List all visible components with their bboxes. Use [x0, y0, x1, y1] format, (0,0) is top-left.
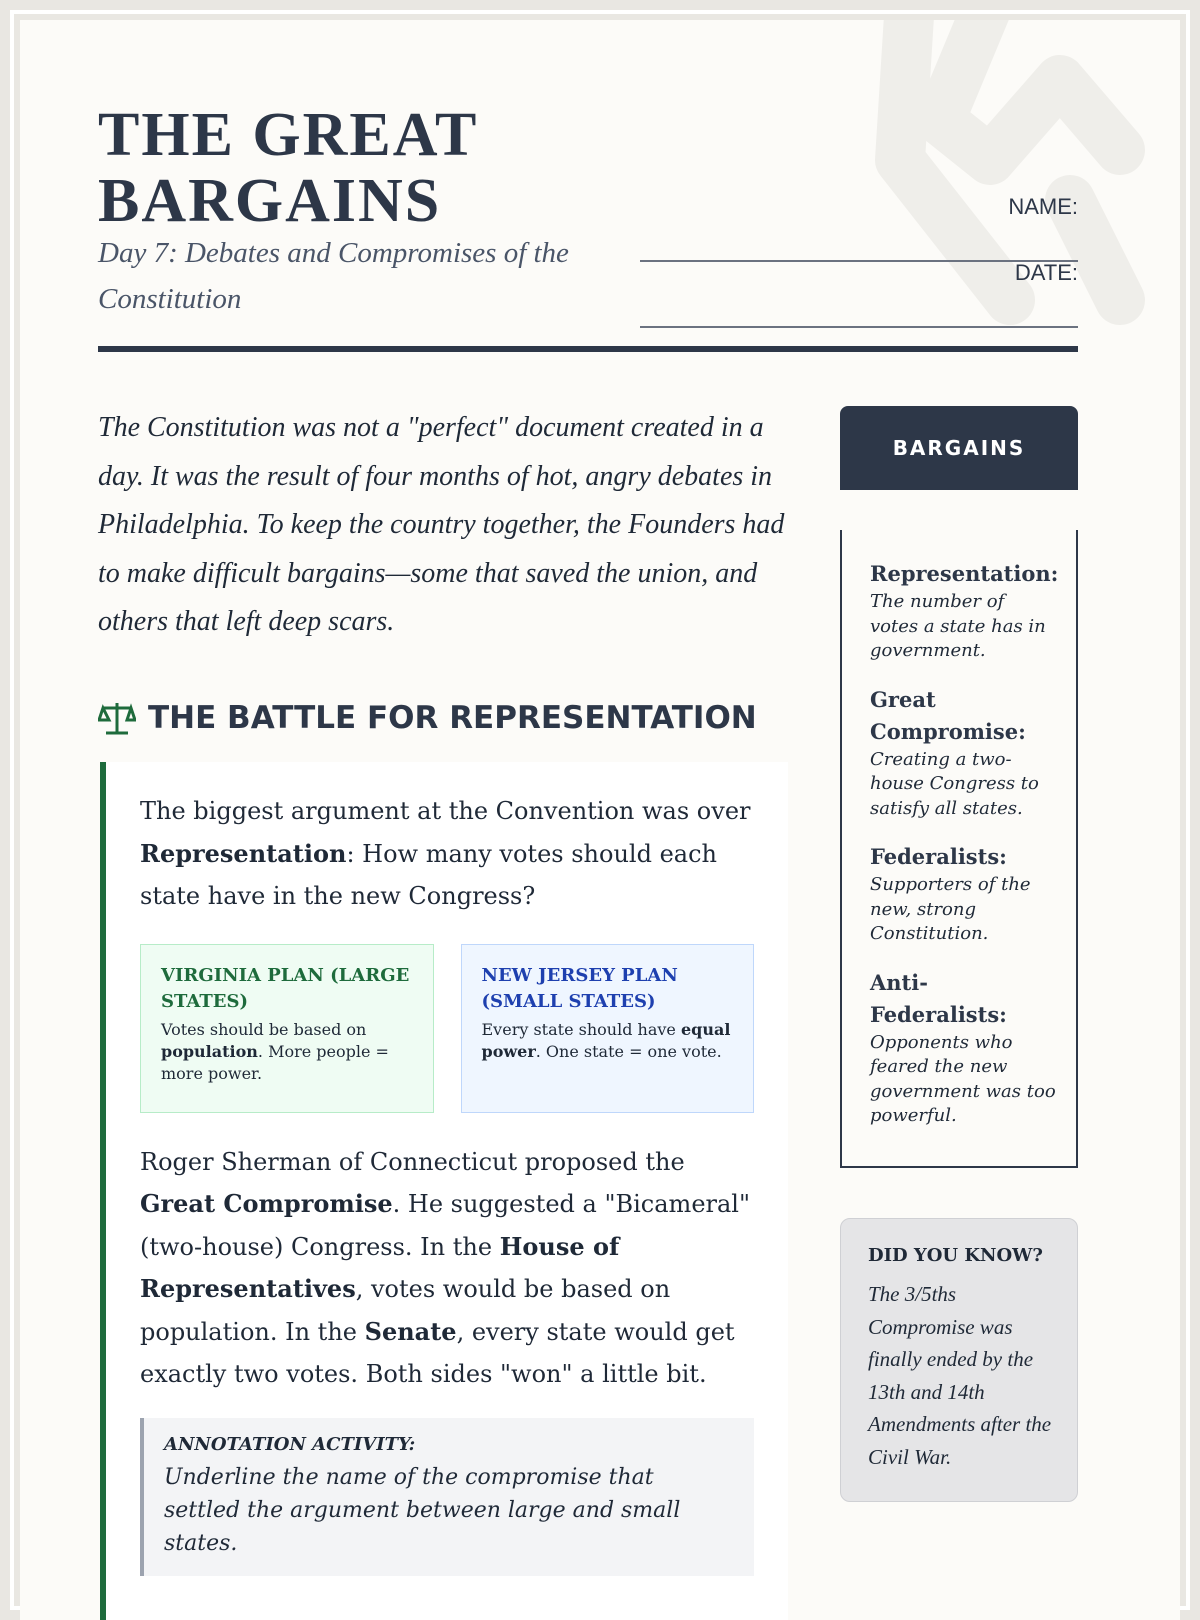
glossary-term: Federalists: Supporters of the new, strong Constitution.	[870, 844, 1031, 944]
date-label: DATE:	[1014, 260, 1078, 285]
header-divider	[98, 346, 1078, 352]
glossary-term: Anti-Federalists: Opponents who feared the new government was too powerful.	[870, 969, 1056, 1126]
did-you-know-box: DID YOU KNOW? The 3/5ths Compromise was finally ended by the 13th and 14th Amendments after the Civil War.	[840, 1218, 1078, 1502]
name-line[interactable]	[640, 240, 1078, 262]
worksheet	[20, 20, 1180, 1620]
page-subtitle: Day 7: Debates and Compromises of the Constitution	[98, 237, 569, 315]
new-jersey-plan-box: NEW JERSEY PLAN (SMALL STATES) Every state should have equal power. One state = one vote.	[461, 944, 755, 1113]
date-line[interactable]	[640, 306, 1078, 328]
intro-text: The biggest argument at the Convention was over Representation: How many votes should each state have in the new Congress?	[140, 797, 751, 910]
date-field[interactable]	[640, 260, 1078, 328]
compromise-text: Roger Sherman of Connecticut proposed the Great Compromise. He suggested a "Bicameral" (two-house) Congress. In the House of Representatives, votes would be based on population. In the Senate, every state would get exactly two votes. Both sides "won" a little bit.	[140, 1147, 751, 1388]
name-field[interactable]	[640, 194, 1078, 262]
glossary	[840, 530, 1078, 1168]
virginia-plan-box: VIRGINIA PLAN (LARGE STATES) Votes should be based on population. More people = more power.	[140, 944, 434, 1113]
intro-paragraph: The Constitution was not a "perfect" document created in a day. It was the result of four months of hot, angry debates in Philadelphia. To keep the country together, the Founders had to make difficult bargains—some that saved the union, and others that left deep scars.	[98, 412, 785, 637]
sidebar-header: BARGAINS	[840, 406, 1078, 490]
representation-card	[100, 762, 788, 1620]
name-label: NAME:	[1008, 194, 1078, 219]
scales-icon	[98, 700, 136, 736]
section-heading	[98, 700, 757, 736]
glossary-term: Great Compromise: Creating a two-house Congress to satisfy all states.	[870, 686, 1039, 819]
page-title: THE GREAT BARGAINS	[98, 101, 479, 235]
annotation-activity: ANNOTATION ACTIVITY: Underline the name of the compromise that settled the argument between large and small states.	[140, 1418, 754, 1576]
glossary-term: Representation: The number of votes a state has in government.	[870, 561, 1059, 661]
section-title: THE BATTLE FOR REPRESENTATION	[148, 700, 757, 736]
